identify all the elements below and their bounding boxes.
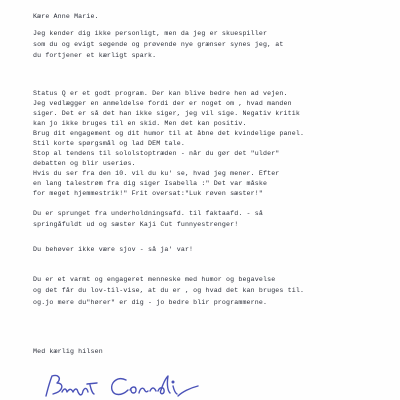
paragraph-1-line-1: Jeg kender dig ikke personligt, men da jeg er skuespiller [33,30,268,37]
paragraph-2-line-6: Stil korte spørgsmål og lad DEM tale. [33,140,185,147]
paragraph-5-line-3: og.jo mere du"hører" er dig - jo bedre blir programmerne. [33,299,268,306]
paragraph-1-line-2: som du og evigt søgende og prøvende nye grænser synes jeg, at [33,41,284,48]
paragraph-2-line-8: debatten og blir useriøs. [33,160,136,167]
paragraph-2-line-3: siger. Det er så det han ikke siger, jeg vil sige. Negativ kritik [33,110,300,117]
paragraph-2-line-4: kan jo ikke bruges til en skid. Men det kan positiv. [33,120,247,127]
paragraph-3-line-1: Du er sprunget fra underholdningsafd. til faktaafd. - så [33,210,263,217]
paragraph-2-line-11: for meget hjemmestrik!" Frit oversat:"Luk røven sæster!" [33,190,263,197]
paragraph-2-line-5: Brug dit engagement og dit humor til at åbne det kvindelige panel. [33,130,305,137]
paragraph-4-line-1: Du behøver ikke være sjov - så ja' var! [33,246,194,253]
paragraph-5-line-1: Du er et varmt og engageret menneske med humor og begavelse [33,276,276,283]
handwritten-signature [40,372,210,400]
closing: Med kærlig hilsen [33,348,103,355]
paragraph-3-line-2: springåfuldt ud og sæster Kaji Cut funnyestrenger! [33,221,239,228]
paragraph-2-line-7: Stop al tendens til sololstoptræden - når du gør det "ulder" [33,150,280,157]
paragraph-2-line-9: Hvis du ser fra den 10. vil du ku' se, hvad jeg mener. Efter [33,170,280,177]
paragraph-2-line-1: Status Q er et godt program. Der kan blive bedre hen ad vejen. [33,90,288,97]
paragraph-2-line-2: Jeg vedlægger en anmeldelse fordi der er noget om , hvad manden [33,100,292,107]
paragraph-2-line-10: en lang talestrøm fra dig siger Isabella :" Det var måske [33,180,268,187]
paragraph-1-line-3: du fortjener et kærligt spark. [33,52,157,59]
paragraph-5-line-2: og det får du lov-til-vise, at du er , og hvad det kan bruges til. [33,287,305,294]
salutation: Kære Anne Marie. [33,13,99,20]
